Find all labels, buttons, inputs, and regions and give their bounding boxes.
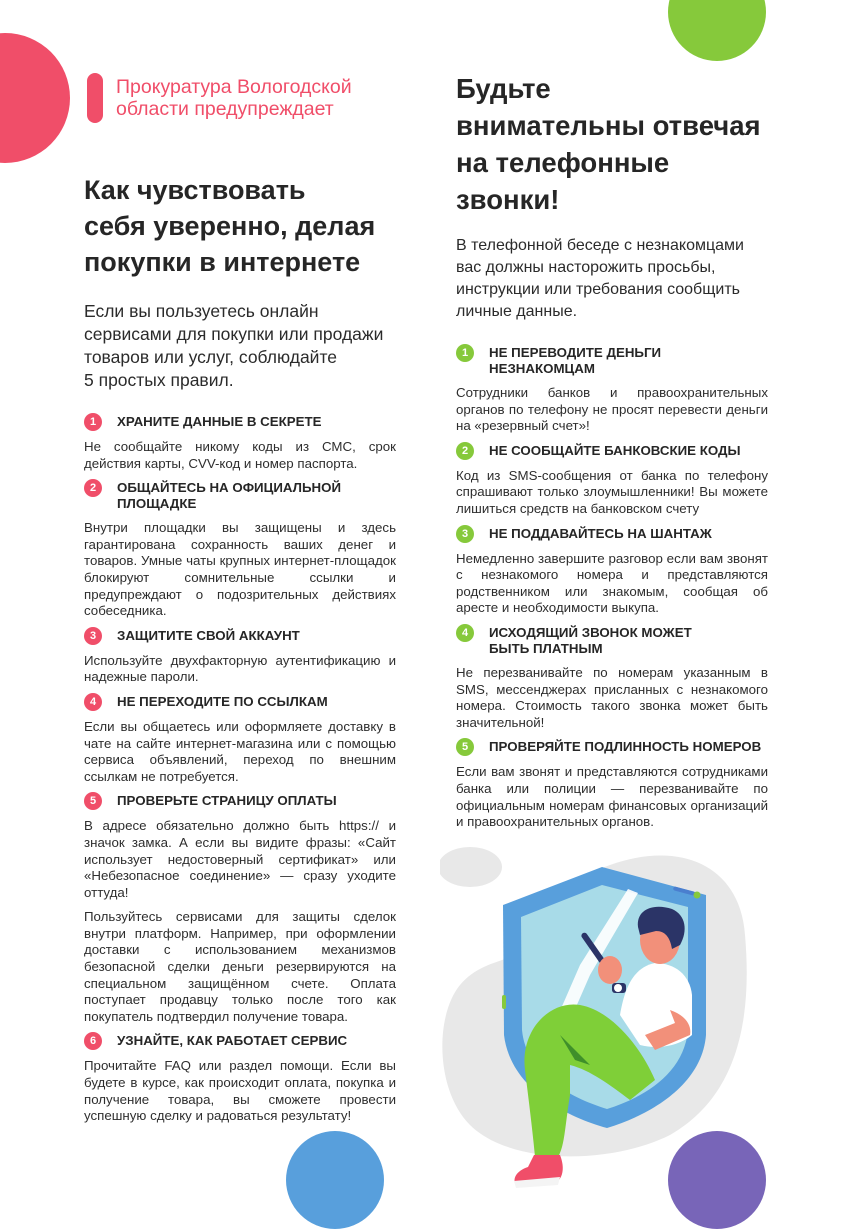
item-title [117, 694, 328, 710]
item-heading-row [456, 739, 768, 756]
item-description: Если вы общаетесь или оформляете доставку в чате на сайте интернет-магазина или с помощью сервиса объявлений, переход по внешним ссылкам не потребуется. [84, 718, 396, 784]
item-title [489, 739, 761, 755]
item-title-line: БЫТЬ ПЛАТНЫМ [489, 640, 603, 656]
decorative-blue-circle [286, 1131, 384, 1229]
title-line: звонки! [456, 184, 560, 215]
intro-line: личные данные. [456, 303, 578, 320]
watch-face [614, 984, 622, 992]
shield-dot [502, 995, 506, 1009]
item-heading-row [456, 625, 768, 657]
title-line: покупки в интернете [84, 247, 361, 277]
item-title-line: ОБЩАЙТЕСЬ НА ОФИЦИАЛЬНОЙ [117, 480, 342, 496]
phone-rule-item [456, 739, 768, 830]
item-title-line: НЕ ПЕРЕВОДИТЕ ДЕНЬГИ [489, 345, 662, 360]
shopping-rule-item [84, 628, 396, 686]
item-description: В адресе обязательно должно быть https:// и значок замка. А если вы видите фразы: «Сайт использует недостоверный сертификат» или «Небезопасное соединение» — сразу уходите оттуда! [84, 818, 396, 900]
item-heading-row [84, 480, 396, 512]
intro-line: 5 простых правил. [84, 370, 234, 390]
intro-line: сервисами для покупки или продажи [84, 324, 384, 344]
phone-rules-list [456, 345, 768, 831]
title-line: на телефонные [456, 147, 670, 178]
shopping-rules-list [84, 414, 396, 1125]
item-title [489, 625, 692, 657]
item-title-line: ИСХОДЯЩИЙ ЗВОНОК МОЖЕТ [489, 624, 692, 640]
item-title [117, 628, 300, 644]
intro-line: Если вы пользуетесь онлайн [84, 301, 319, 321]
phone-rule-item [456, 625, 768, 731]
grey-blob-small [440, 847, 502, 887]
number-badge: 5 [84, 792, 102, 810]
item-title [117, 793, 337, 809]
title-line: Как чувствовать [84, 175, 306, 205]
item-description: Пользуйтесь сервисами для защиты сделок внутри платформ. Например, при оформлении доставки с использованием механизмов безопасной сделки деньги резервируются на специальном защищённом счете. Оплата поступает продавцу только после того как покупатель подтвердил получение товара. [84, 909, 396, 1024]
number-badge: 3 [84, 627, 102, 645]
item-title [489, 526, 712, 542]
item-heading-row [456, 345, 768, 377]
person-hand [598, 956, 622, 984]
item-title-line: ХРАНИТЕ ДАННЫЕ В СЕКРЕТЕ [117, 414, 322, 429]
number-badge: 1 [456, 344, 474, 362]
number-badge: 3 [456, 525, 474, 543]
number-badge: 6 [84, 1032, 102, 1050]
brand-line: области предупреждает [116, 98, 334, 120]
phone-calls-section [456, 70, 768, 839]
online-shopping-section [84, 172, 396, 1133]
intro-line: В телефонной беседе с незнакомцами [456, 237, 744, 254]
item-title-line: ПРОВЕРЬТЕ СТРАНИЦУ ОПЛАТЫ [117, 793, 337, 809]
number-badge: 2 [84, 479, 102, 497]
decorative-green-circle [668, 0, 766, 61]
number-badge: 5 [456, 738, 474, 756]
item-description: Прочитайте FAQ или раздел помощи. Если вы будете в курсе, как происходит оплата, покупка и получение товара, вы сможете провести успешную сделку и радоваться результату! [84, 1058, 396, 1124]
item-heading-row [84, 694, 396, 711]
item-title-line: НЕ СООБЩАЙТЕ БАНКОВСКИЕ КОДЫ [489, 442, 741, 458]
brand-line: Прокуратура Вологодской [116, 76, 352, 98]
title-line: себя уверенно, делая [84, 211, 376, 241]
item-description: Не сообщайте никому коды из СМС, срок действия карты, CVV-код и номер паспорта. [84, 439, 396, 471]
shopping-rule-item [84, 793, 396, 1025]
item-title-line: ЗАЩИТИТЕ СВОЙ АККАУНТ [117, 627, 300, 643]
phone-rule-item [456, 443, 768, 518]
intro-line: вас должны насторожить просьбы, [456, 259, 716, 276]
item-description: Не перезванивайте по номерам указанным в SMS, мессенджерах присланных с незнакомого номера. Стоимость такого звонка может быть значительной! [456, 664, 768, 730]
item-heading-row [456, 526, 768, 543]
intro-line: инструкции или требования сообщить [456, 281, 740, 298]
phone-calls-intro [456, 235, 774, 323]
shield-person-phone-illustration [440, 845, 780, 1192]
item-title [117, 1033, 347, 1049]
item-description: Сотрудники банков и правоохранительных органов по телефону не просят перевести деньги на «резервный счет»! [456, 385, 768, 434]
item-description: Немедленно завершите разговор если вам звонят с незнакомого номера и представляются родственником или знакомым, сообщая об аресте и необходимости выкупа. [456, 550, 768, 616]
shield-dot [694, 892, 701, 899]
number-badge: 2 [456, 442, 474, 460]
number-badge: 4 [456, 624, 474, 642]
item-title [489, 443, 741, 459]
item-heading-row [84, 414, 396, 431]
item-heading-row [84, 628, 396, 645]
item-heading-row [84, 793, 396, 810]
item-title-line: УЗНАЙТЕ, КАК РАБОТАЕТ СЕРВИС [117, 1033, 348, 1049]
title-line: Будьте [456, 73, 551, 104]
decorative-red-circle [0, 33, 70, 163]
shopping-rule-item [84, 414, 396, 472]
online-shopping-title [84, 172, 404, 280]
title-line: внимательны отвечая [456, 110, 761, 141]
phone-rule-item [456, 345, 768, 435]
phone-rule-item [456, 526, 768, 617]
brand-heading [116, 76, 416, 120]
shopping-rule-item [84, 480, 396, 620]
number-badge: 1 [84, 413, 102, 431]
item-title-line: НЕЗНАКОМЦАМ [489, 361, 595, 376]
intro-line: товаров или услуг, соблюдайте [84, 347, 338, 367]
shopping-rule-item [84, 694, 396, 785]
online-shopping-intro [84, 300, 396, 392]
phone-calls-title [456, 70, 768, 218]
item-title-line: НЕ ПЕРЕХОДИТЕ ПО ССЫЛКАМ [117, 693, 328, 709]
item-description: Используйте двухфакторную аутентификацию и надежные пароли. [84, 652, 396, 685]
brand-accent-bar [87, 73, 103, 123]
item-title [117, 480, 341, 512]
number-badge: 4 [84, 693, 102, 711]
item-description: Код из SMS-сообщения от банка по телефону спрашивают только злоумышленники! Вы можете лишиться средств на банковском счету [456, 467, 768, 516]
item-description: Если вам звонят и представляются сотрудниками банка или полиции — перезванивайте по официальным номерам финансовых организаций и правоохранительных органов. [456, 764, 768, 830]
item-heading-row [84, 1033, 396, 1050]
item-title-line: ПРОВЕРЯЙТЕ ПОДЛИННОСТЬ НОМЕРОВ [489, 739, 762, 755]
shopping-rule-item [84, 1033, 396, 1124]
item-heading-row [456, 443, 768, 460]
item-description: Внутри площадки вы защищены и здесь гарантирована сохранность ваших денег и товаров. Умные чаты крупных интернет-площадок блокируют сомнительные ссылки и предупреждают о подозрительных действиях собеседника. [84, 520, 396, 619]
item-title [117, 414, 322, 430]
item-title [489, 345, 661, 377]
item-title-line: НЕ ПОДДАВАЙТЕСЬ НА ШАНТАЖ [489, 525, 712, 541]
item-title-line: ПЛОЩАДКЕ [117, 496, 197, 512]
